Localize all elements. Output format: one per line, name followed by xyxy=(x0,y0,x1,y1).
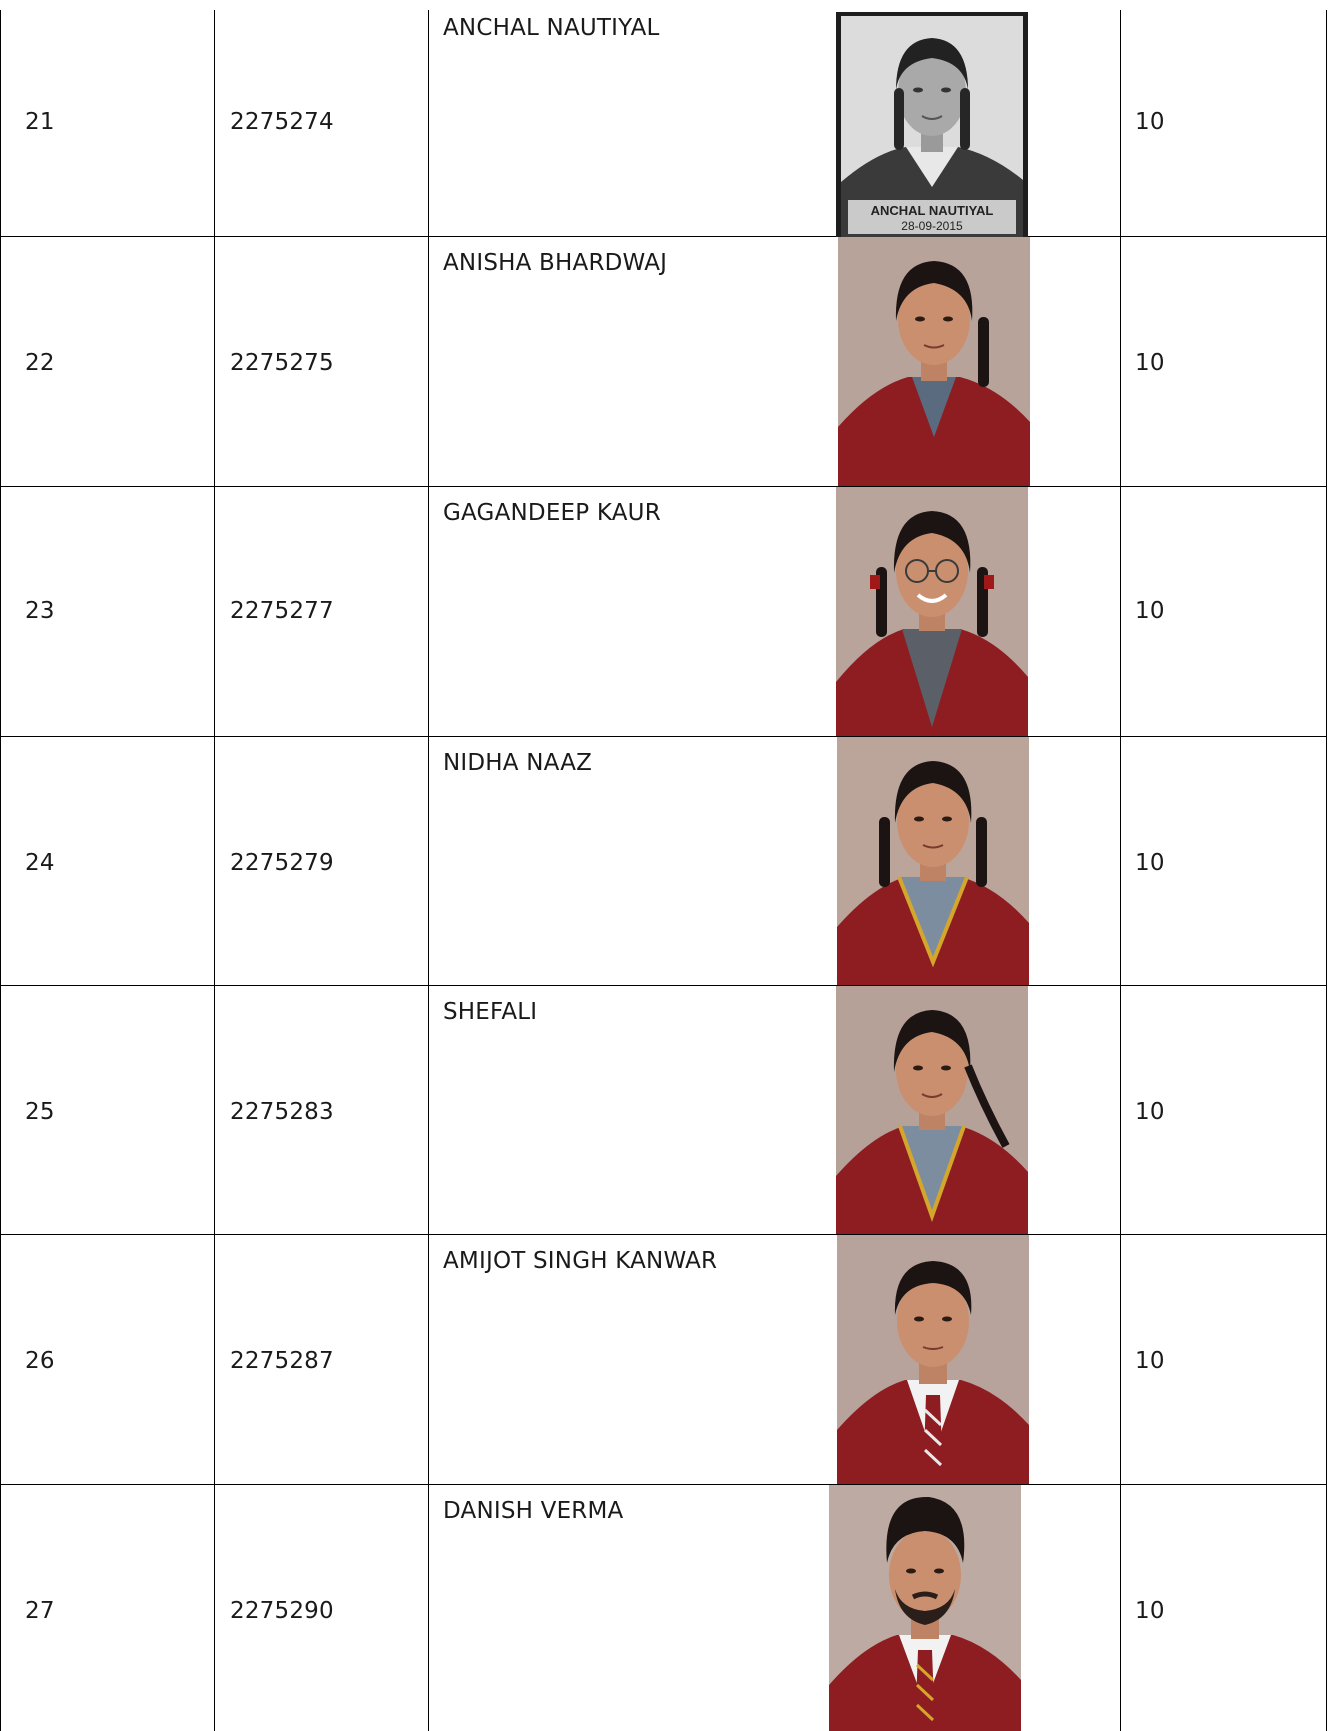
table-row xyxy=(0,0,1327,237)
student-photo xyxy=(837,737,1029,985)
admission-number: 2275275 xyxy=(230,350,334,376)
photo-caption-date: 28-09-2015 xyxy=(901,219,963,233)
serial-number: 26 xyxy=(25,1348,55,1374)
admission-number: 2275279 xyxy=(230,850,334,876)
student-name: GAGANDEEP KAUR xyxy=(443,500,661,526)
serial-number: 27 xyxy=(25,1598,55,1624)
class-value: 10 xyxy=(1135,1099,1165,1125)
student-photo xyxy=(836,487,1028,736)
serial-number: 21 xyxy=(25,109,55,135)
photo-caption-name: ANCHAL NAUTIYAL xyxy=(870,203,994,218)
serial-number: 25 xyxy=(25,1099,55,1125)
class-value: 10 xyxy=(1135,598,1165,624)
admission-number: 2275277 xyxy=(230,598,334,624)
student-photo xyxy=(837,1235,1029,1484)
student-photo xyxy=(838,237,1030,486)
student-name: SHEFALI xyxy=(443,999,538,1025)
class-value: 10 xyxy=(1135,350,1165,376)
student-photo xyxy=(829,1485,1021,1731)
student-name: ANCHAL NAUTIYAL xyxy=(443,15,660,41)
admission-number: 2275283 xyxy=(230,1099,334,1125)
admission-number: 2275274 xyxy=(230,109,334,135)
table-row xyxy=(0,737,1327,986)
student-name: ANISHA BHARDWAJ xyxy=(443,250,668,276)
table-row xyxy=(0,986,1327,1235)
serial-number: 22 xyxy=(25,350,55,376)
student-name: AMIJOT SINGH KANWAR xyxy=(443,1248,718,1274)
class-value: 10 xyxy=(1135,850,1165,876)
table-row xyxy=(0,487,1327,737)
table-row xyxy=(0,1485,1327,1731)
class-value: 10 xyxy=(1135,109,1165,135)
admission-number: 2275287 xyxy=(230,1348,334,1374)
student-name: DANISH VERMA xyxy=(443,1498,624,1524)
student-photo xyxy=(836,12,1028,237)
serial-number: 23 xyxy=(25,598,55,624)
student-photo xyxy=(836,986,1028,1234)
student-name: NIDHA NAAZ xyxy=(443,750,593,776)
table-row xyxy=(0,237,1327,487)
serial-number: 24 xyxy=(25,850,55,876)
class-value: 10 xyxy=(1135,1348,1165,1374)
class-value: 10 xyxy=(1135,1598,1165,1624)
admission-number: 2275290 xyxy=(230,1598,334,1624)
table-row xyxy=(0,1235,1327,1485)
